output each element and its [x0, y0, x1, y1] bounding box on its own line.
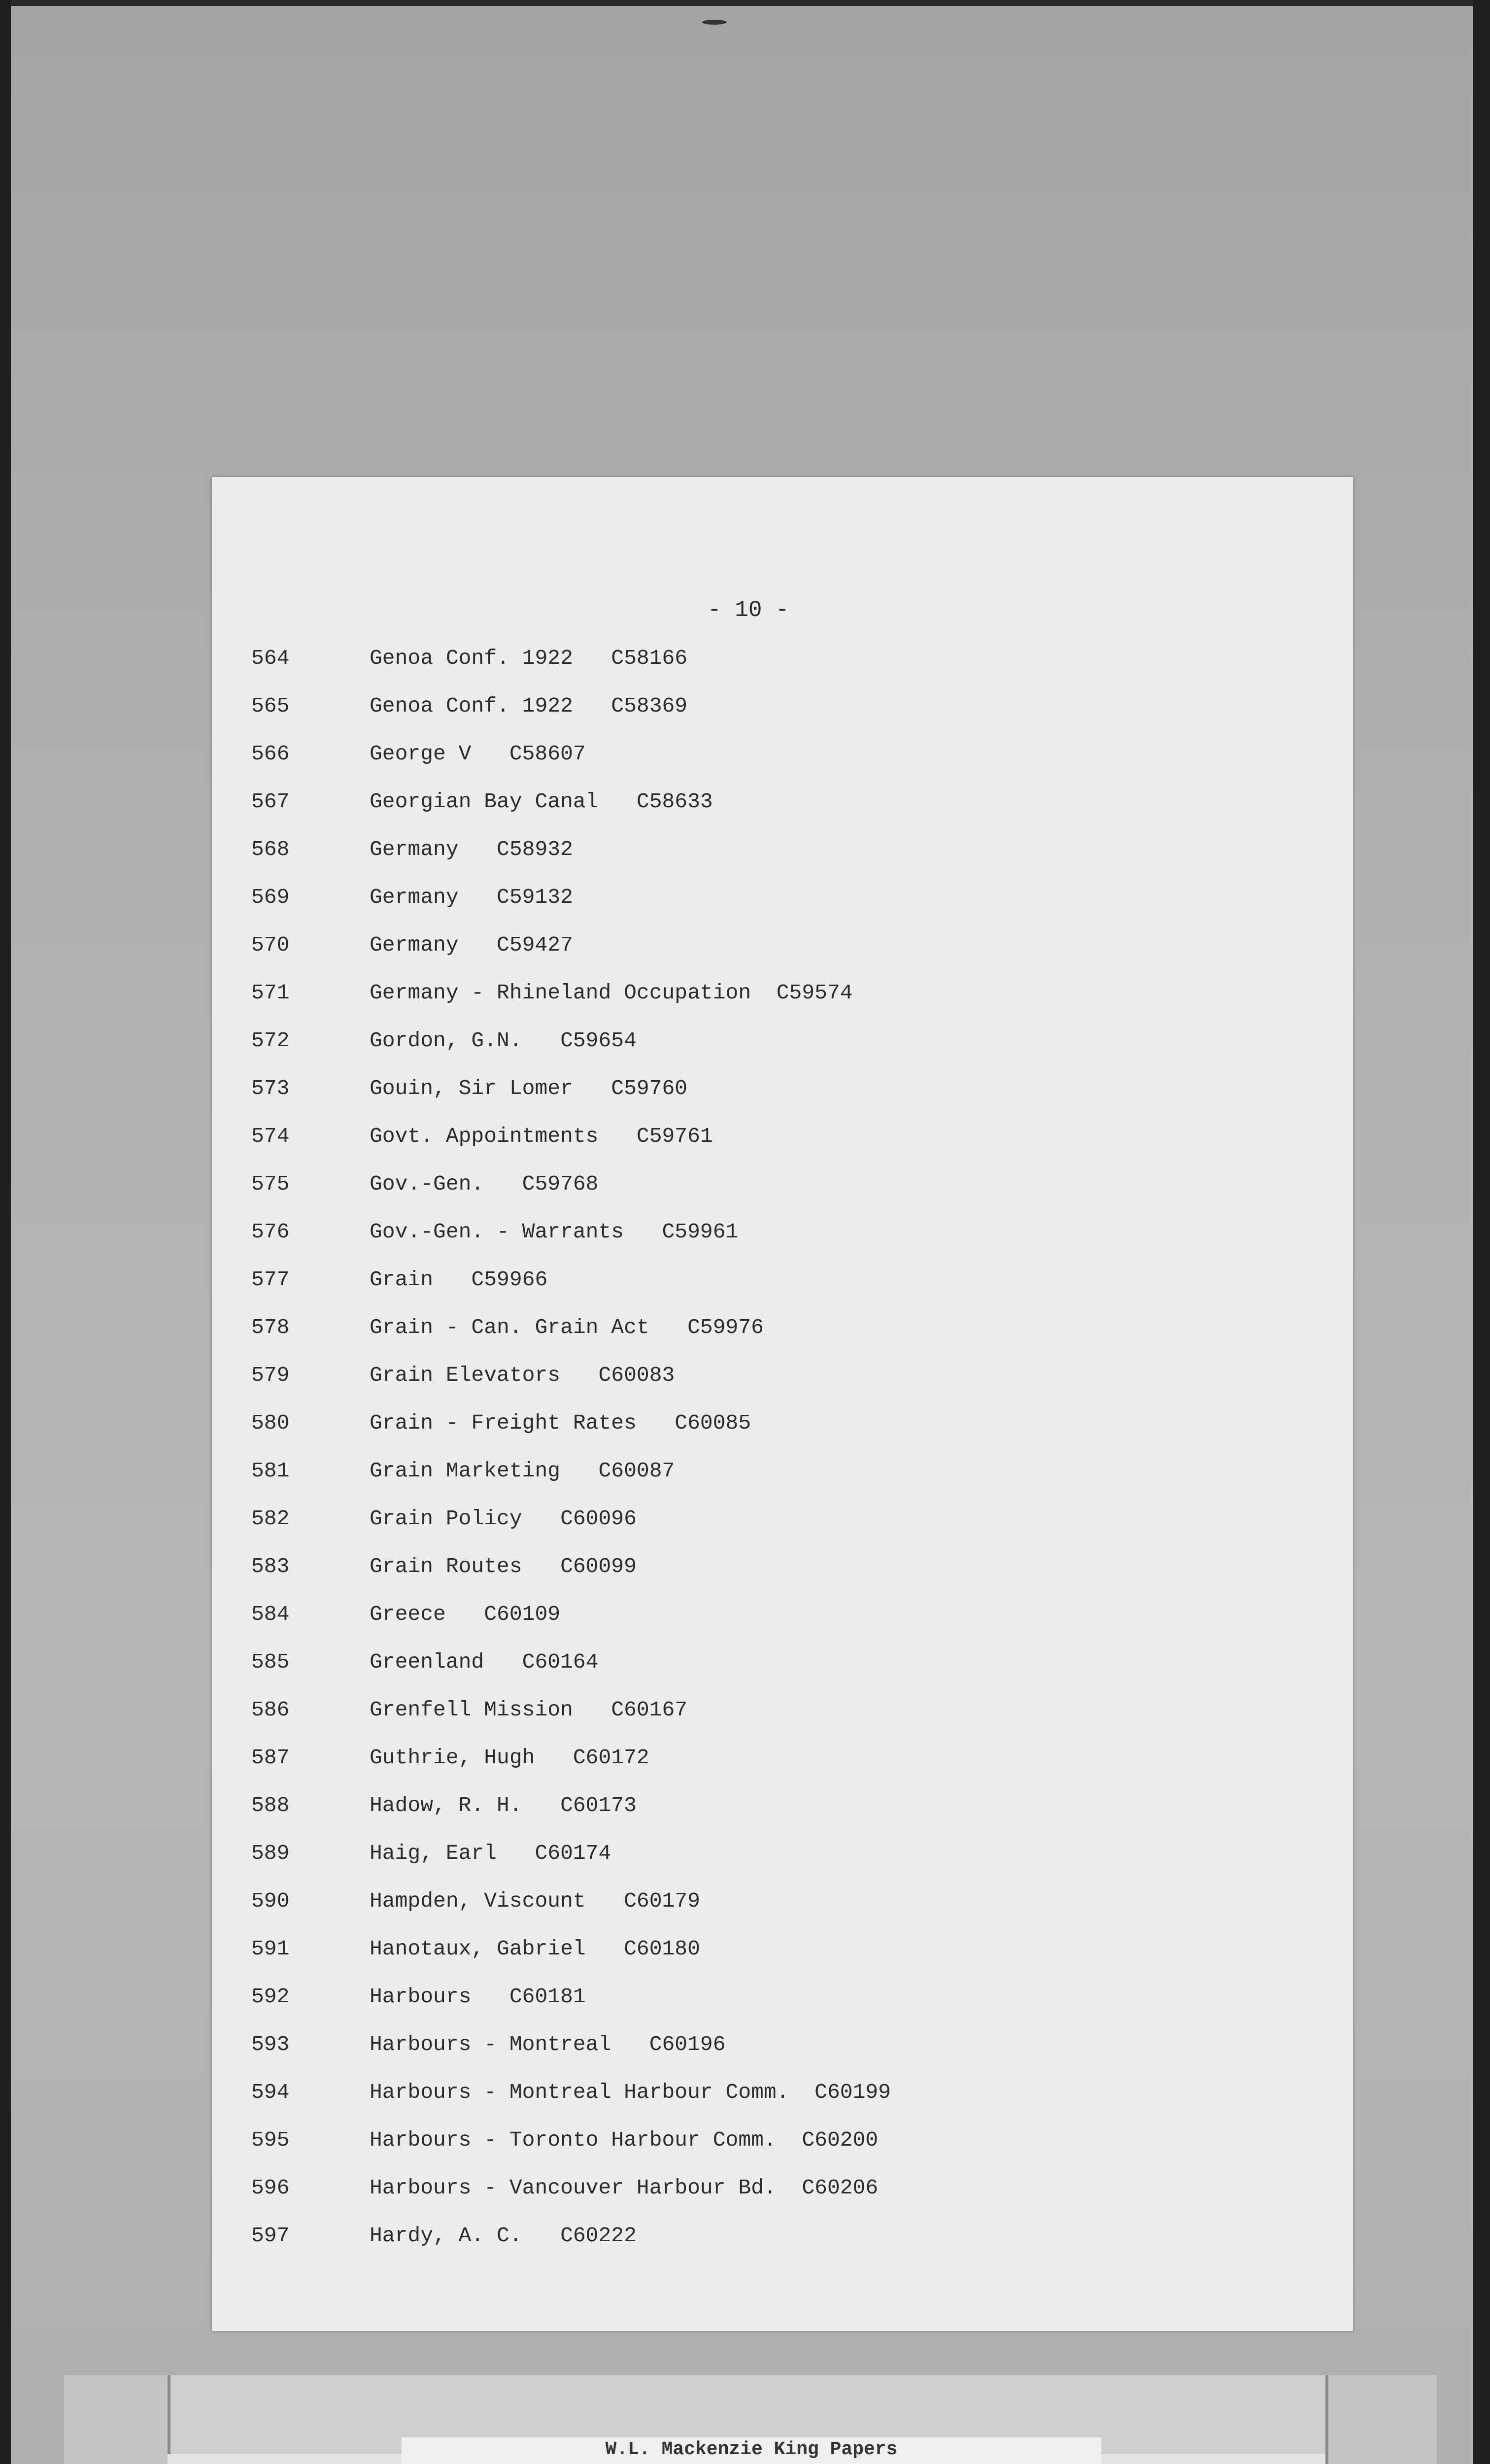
entry-number: 584 [251, 1602, 290, 1626]
index-entry [251, 1982, 1325, 2030]
card-left-tab [64, 2375, 170, 2464]
index-entry [251, 1647, 1325, 1695]
index-entry [251, 691, 1325, 739]
entry-number: 593 [251, 2032, 290, 2056]
index-entry-list [251, 644, 1325, 2269]
index-entry [251, 1839, 1325, 1886]
entry-subject: Greece C60109 [370, 1602, 561, 1626]
entry-subject: Gouin, Sir Lomer C59760 [370, 1076, 688, 1100]
entry-subject: Govt. Appointments C59761 [370, 1124, 713, 1148]
entry-number: 591 [251, 1937, 290, 1961]
index-entry [251, 1886, 1325, 1934]
entry-subject: Harbours - Toronto Harbour Comm. C60200 [370, 2128, 879, 2152]
entry-number: 580 [251, 1411, 290, 1435]
entry-number: 568 [251, 837, 290, 861]
index-entry [251, 739, 1325, 787]
entry-subject: Grain C59966 [370, 1267, 548, 1292]
index-entry [251, 1934, 1325, 1982]
index-entry [251, 2030, 1325, 2078]
entry-number: 566 [251, 742, 290, 766]
index-entry [251, 1026, 1325, 1074]
entry-number: 589 [251, 1841, 290, 1865]
index-entry [251, 1122, 1325, 1169]
entry-number: 594 [251, 2080, 290, 2104]
entry-subject: Gordon, G.N. C59654 [370, 1028, 637, 1053]
card-right-tab [1325, 2375, 1437, 2464]
entry-number: 567 [251, 789, 290, 814]
collection-label [402, 2437, 1101, 2464]
entry-subject: Hardy, A. C. C60222 [370, 2224, 637, 2248]
index-entry [251, 2078, 1325, 2125]
index-entry [251, 1600, 1325, 1647]
entry-subject: Hampden, Viscount C60179 [370, 1889, 700, 1913]
entry-subject: Germany C58932 [370, 837, 573, 861]
index-entry [251, 1169, 1325, 1217]
entry-subject: Grain - Freight Rates C60085 [370, 1411, 751, 1435]
entry-number: 595 [251, 2128, 290, 2152]
film-speck [702, 20, 727, 25]
entry-number: 582 [251, 1506, 290, 1531]
entry-number: 585 [251, 1650, 290, 1674]
entry-subject: Gov.-Gen. C59768 [370, 1172, 599, 1196]
entry-number: 586 [251, 1698, 290, 1722]
entry-subject: Genoa Conf. 1922 C58369 [370, 694, 688, 718]
entry-number: 564 [251, 646, 290, 670]
collection-title: W.L. Mackenzie King Papers [605, 2439, 898, 2460]
entry-subject: Greenland C60164 [370, 1650, 599, 1674]
entry-number: 587 [251, 1745, 290, 1770]
entry-number: 592 [251, 1985, 290, 2009]
entry-number: 597 [251, 2224, 290, 2248]
entry-number: 572 [251, 1028, 290, 1053]
entry-subject: Haig, Earl C60174 [370, 1841, 611, 1865]
entry-number: 574 [251, 1124, 290, 1148]
index-entry [251, 1504, 1325, 1552]
entry-subject: Georgian Bay Canal C58633 [370, 789, 713, 814]
index-entry [251, 1361, 1325, 1408]
film-top-edge [0, 0, 1490, 6]
entry-number: 571 [251, 981, 290, 1005]
entry-number: 588 [251, 1793, 290, 1817]
index-entry [251, 2221, 1325, 2269]
entry-number: 576 [251, 1220, 290, 1244]
entry-subject: George V C58607 [370, 742, 586, 766]
entry-subject: Grain Elevators C60083 [370, 1363, 675, 1387]
index-entry [251, 1552, 1325, 1600]
entry-subject: Germany C59427 [370, 933, 573, 957]
entry-subject: Grenfell Mission C60167 [370, 1698, 688, 1722]
entry-subject: Harbours - Vancouver Harbour Bd. C60206 [370, 2176, 879, 2200]
entry-subject: Grain - Can. Grain Act C59976 [370, 1315, 764, 1339]
index-entry [251, 1695, 1325, 1743]
index-entry [251, 1791, 1325, 1839]
film-left-edge [0, 0, 11, 2464]
entry-subject: Hanotaux, Gabriel C60180 [370, 1937, 700, 1961]
entry-subject: Germany - Rhineland Occupation C59574 [370, 981, 853, 1005]
index-entry [251, 978, 1325, 1026]
entry-subject: Genoa Conf. 1922 C58166 [370, 646, 688, 670]
index-entry [251, 1743, 1325, 1791]
entry-subject: Guthrie, Hugh C60172 [370, 1745, 649, 1770]
entry-number: 575 [251, 1172, 290, 1196]
index-entry [251, 835, 1325, 883]
page-number: - 10 - [708, 597, 789, 623]
entry-subject: Gov.-Gen. - Warrants C59961 [370, 1220, 739, 1244]
entry-number: 573 [251, 1076, 290, 1100]
entry-subject: Harbours - Montreal Harbour Comm. C60199 [370, 2080, 891, 2104]
entry-number: 590 [251, 1889, 290, 1913]
entry-number: 579 [251, 1363, 290, 1387]
index-entry [251, 2173, 1325, 2221]
index-entry [251, 1265, 1325, 1313]
entry-number: 565 [251, 694, 290, 718]
film-right-edge [1473, 0, 1490, 2464]
entry-number: 596 [251, 2176, 290, 2200]
entry-subject: Hadow, R. H. C60173 [370, 1793, 637, 1817]
collection-series [402, 2462, 1101, 2464]
entry-subject: Harbours C60181 [370, 1985, 586, 2009]
index-entry [251, 1456, 1325, 1504]
index-entry [251, 1313, 1325, 1361]
index-entry [251, 883, 1325, 930]
entry-number: 581 [251, 1459, 290, 1483]
entry-number: 583 [251, 1554, 290, 1578]
entry-subject: Grain Routes C60099 [370, 1554, 637, 1578]
index-entry [251, 644, 1325, 691]
index-entry [251, 2125, 1325, 2173]
entry-number: 569 [251, 885, 290, 909]
index-entry [251, 1074, 1325, 1122]
entry-subject: Germany C59132 [370, 885, 573, 909]
entry-subject: Harbours - Montreal C60196 [370, 2032, 726, 2056]
entry-subject: Grain Marketing C60087 [370, 1459, 675, 1483]
index-entry [251, 930, 1325, 978]
entry-number: 570 [251, 933, 290, 957]
index-entry [251, 787, 1325, 835]
index-entry [251, 1408, 1325, 1456]
entry-subject: Grain Policy C60096 [370, 1506, 637, 1531]
entry-number: 577 [251, 1267, 290, 1292]
index-entry [251, 1217, 1325, 1265]
entry-number: 578 [251, 1315, 290, 1339]
